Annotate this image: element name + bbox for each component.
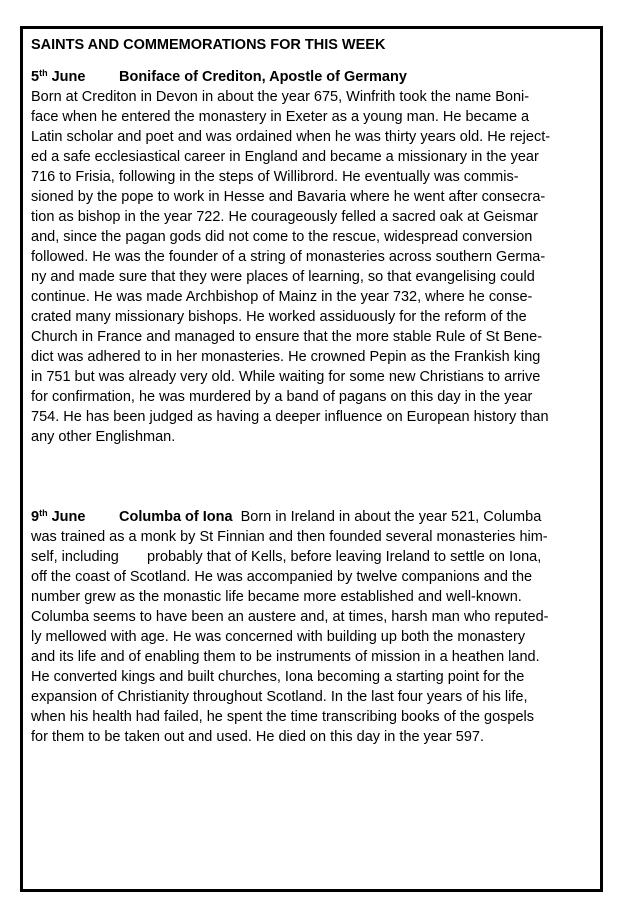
section-spacer <box>31 447 594 507</box>
body-line: and its life and of enabling them to be instruments of mission in a heathen land. <box>31 649 540 665</box>
body-line: 754. He has been judged as having a deeper influence on European history than <box>31 409 549 425</box>
body-line: in 751 but was already very old. While waiting for some new Christians to arrive <box>31 369 541 385</box>
body-line: face when he entered the monastery in Exeter as a young man. He became a <box>31 109 530 125</box>
body-line: continue. He was made Archbishop of Mainz in the year 732, where he conse- <box>31 289 533 305</box>
body-line: ny and made sure that they were places of learning, so that evangelising could <box>31 269 535 285</box>
saint-entry-boniface <box>31 67 594 447</box>
date-month: June <box>51 69 86 85</box>
body-line: off the coast of Scotland. He was accompanied by twelve companions and the <box>31 569 533 585</box>
saint-entry-columba <box>31 507 594 747</box>
body-line: sioned by the pope to work in Hesse and Bavaria where he went after consecra- <box>31 189 546 205</box>
date-day: 9 <box>31 509 40 525</box>
body-line: expansion of Christianity throughout Scotland. In the last four years of his life, <box>31 689 528 705</box>
date-day: 5 <box>31 69 40 85</box>
body-line: for them to be taken out and used. He died on this day in the year 597. <box>31 729 485 745</box>
date-day-suffix: th <box>39 508 48 518</box>
body-line: tion as bishop in the year 722. He courageously felled a sacred oak at Geismar <box>31 209 538 225</box>
entry-header <box>31 67 594 87</box>
body-line: followed. He was the founder of a string of monasteries across southern Germa- <box>31 249 546 265</box>
body-line: and, since the pagan gods did not come to the rescue, widespread conversion <box>31 229 533 245</box>
bordered-notice <box>20 26 603 892</box>
body-line: number grew as the monastic life became more established and well-known. <box>31 589 522 605</box>
date-day-suffix: th <box>39 68 48 78</box>
body-line: crated many missionary bishops. He worked assiduously for the reform of the <box>31 309 527 325</box>
body-line: ed a safe ecclesiastical career in England and became a missionary in the year <box>31 149 539 165</box>
body-line: when his health had failed, he spent the time transcribing books of the gospels <box>31 709 534 725</box>
body-line: any other Englishman. <box>31 429 176 445</box>
saint-name: Columba of Iona <box>119 509 233 525</box>
body-line: was trained as a monk by St Finnian and then founded several monasteries him- <box>31 529 548 545</box>
date-month: June <box>51 509 86 525</box>
body-line: Latin scholar and poet and was ordained when he was thirty years old. He reject- <box>31 129 551 145</box>
entry-date <box>31 67 119 87</box>
body-line: Born at Crediton in Devon in about the year 675, Winfrith took the name Boni- <box>31 89 530 105</box>
body-line: ly mellowed with age. He was concerned with building up both the monastery <box>31 629 526 645</box>
body-line: for confirmation, he was murdered by a band of pagans on this day in the year <box>31 389 533 405</box>
body-line: Columba seems to have been an austere and, at times, harsh man who reputed- <box>31 609 549 625</box>
saint-name: Boniface of Crediton, Apostle of Germany <box>119 69 407 85</box>
entry-date <box>31 507 119 527</box>
entry-header <box>31 507 594 527</box>
body-line: dict was adhered to in her monasteries. He crowned Pepin as the Frankish king <box>31 349 541 365</box>
page-title: SAINTS AND COMMEMORATIONS FOR THIS WEEK <box>31 37 386 53</box>
body-line: self, including probably that of Kells, before leaving Ireland to settle on Iona, <box>31 549 542 565</box>
body-first-line: Born in Ireland in about the year 521, Columba <box>240 509 542 525</box>
body-line: He converted kings and built churches, Iona becoming a starting point for the <box>31 669 525 685</box>
body-line: 716 to Frisia, following in the steps of Willibrord. He eventually was commis- <box>31 169 519 185</box>
body-line: Church in France and managed to ensure that the more stable Rule of St Bene- <box>31 329 543 345</box>
